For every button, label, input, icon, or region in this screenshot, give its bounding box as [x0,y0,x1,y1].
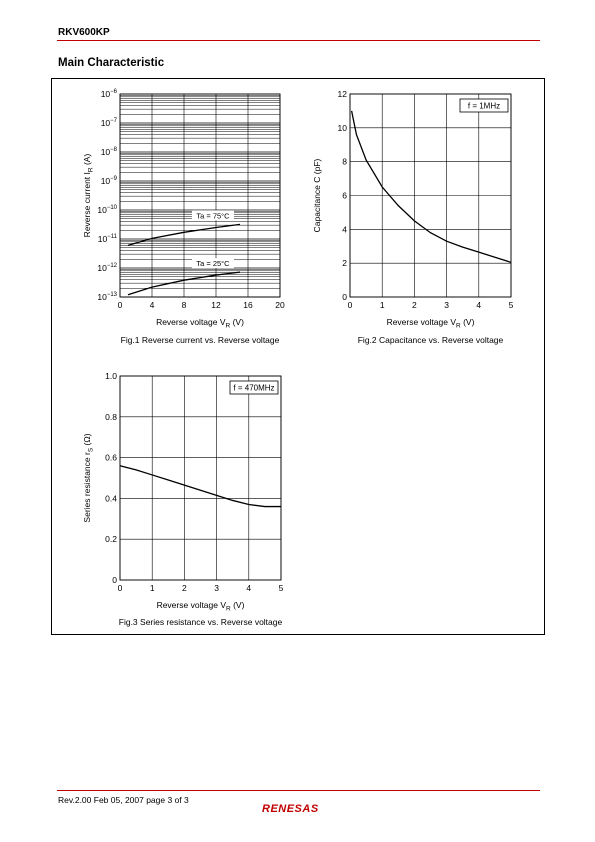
chart-3 [82,371,284,627]
chart-grid [350,94,511,297]
y-tick-label: 0 [342,292,347,302]
y-tick-label: 0.4 [105,493,117,504]
x-tick-label: 5 [508,300,514,310]
y-axis-label: Series resistance $r_S$ (Ω) [82,433,95,523]
y-axis-label: Capacitance C (pF) [312,158,322,233]
x-tick-label: 0 [117,300,123,310]
footer-revision: Rev.2.00 Feb 05, 2007 page 3 of 3 [58,795,189,805]
x-tick-label: 1 [149,583,155,593]
x-tick-label: 12 [211,300,221,310]
chart-2 [312,89,514,345]
y-tick-label: $10^{-13}$ [97,292,117,302]
x-tick-label: 20 [275,300,285,310]
y-tick-label: $10^{-9}$ [100,176,117,186]
plot-border [120,376,281,580]
figure-caption: Fig.1 Reverse current vs. Reverse voltage [120,335,280,345]
y-tick-label: $10^{-6}$ [100,89,117,99]
x-tick-label: 2 [412,300,417,310]
y-tick-label: 2 [342,258,347,269]
annotation-label: f = 1MHz [467,101,501,111]
section-title: Main Characteristic [58,57,165,69]
y-tick-label: 4 [342,224,347,235]
y-tick-label: 1.0 [105,371,117,381]
x-tick-label: 3 [444,300,449,310]
y-axis-label: Reverse current $I_R$ (A) [82,153,95,238]
annotation-label: f = 470MHz [233,383,275,393]
y-tick-label: 0.6 [105,452,117,463]
figure-caption: Fig.2 Capacitance vs. Reverse voltage [357,335,504,345]
footer-rule [57,790,540,791]
y-tick-label: 0 [112,575,117,585]
y-tick-label: $10^{-8}$ [100,147,117,157]
y-tick-label: $10^{-12}$ [97,263,117,273]
series-line [120,466,281,507]
series-line [352,111,511,262]
x-tick-label: 2 [182,583,187,593]
chart-grid [120,376,281,580]
x-tick-label: 8 [181,300,187,310]
series-label: Ta = 25°C [196,259,230,269]
document-code: RKV600KP [58,27,110,38]
x-tick-label: 3 [214,583,219,593]
x-axis-label: Reverse voltage $V_R$ (V) [156,317,244,330]
y-tick-label: 0.2 [105,534,117,545]
x-axis-label: Reverse voltage $V_R$ (V) [386,317,475,330]
y-tick-label: $10^{-11}$ [97,234,117,244]
y-tick-label: $10^{-7}$ [100,118,117,128]
chart-1 [82,89,285,345]
y-tick-label: 8 [342,156,347,167]
x-tick-label: 4 [149,300,155,310]
x-axis-label: Reverse voltage $V_R$ (V) [156,600,245,613]
y-tick-label: 6 [342,190,347,201]
x-tick-label: 1 [379,300,385,310]
figure-caption: Fig.3 Series resistance vs. Reverse voltage [118,617,283,627]
y-tick-label: 12 [337,89,347,99]
x-tick-label: 0 [347,300,353,310]
renesas-logo: RENESAS [262,803,319,815]
y-tick-label: $10^{-10}$ [97,205,117,215]
y-tick-label: 0.8 [105,411,117,422]
x-tick-label: 0 [117,583,123,593]
x-tick-label: 4 [476,300,482,310]
x-tick-label: 5 [278,583,284,593]
x-tick-label: 16 [243,300,253,310]
x-tick-label: 4 [246,583,252,593]
series-label: Ta = 75°C [196,211,230,221]
y-tick-label: 10 [337,122,347,133]
